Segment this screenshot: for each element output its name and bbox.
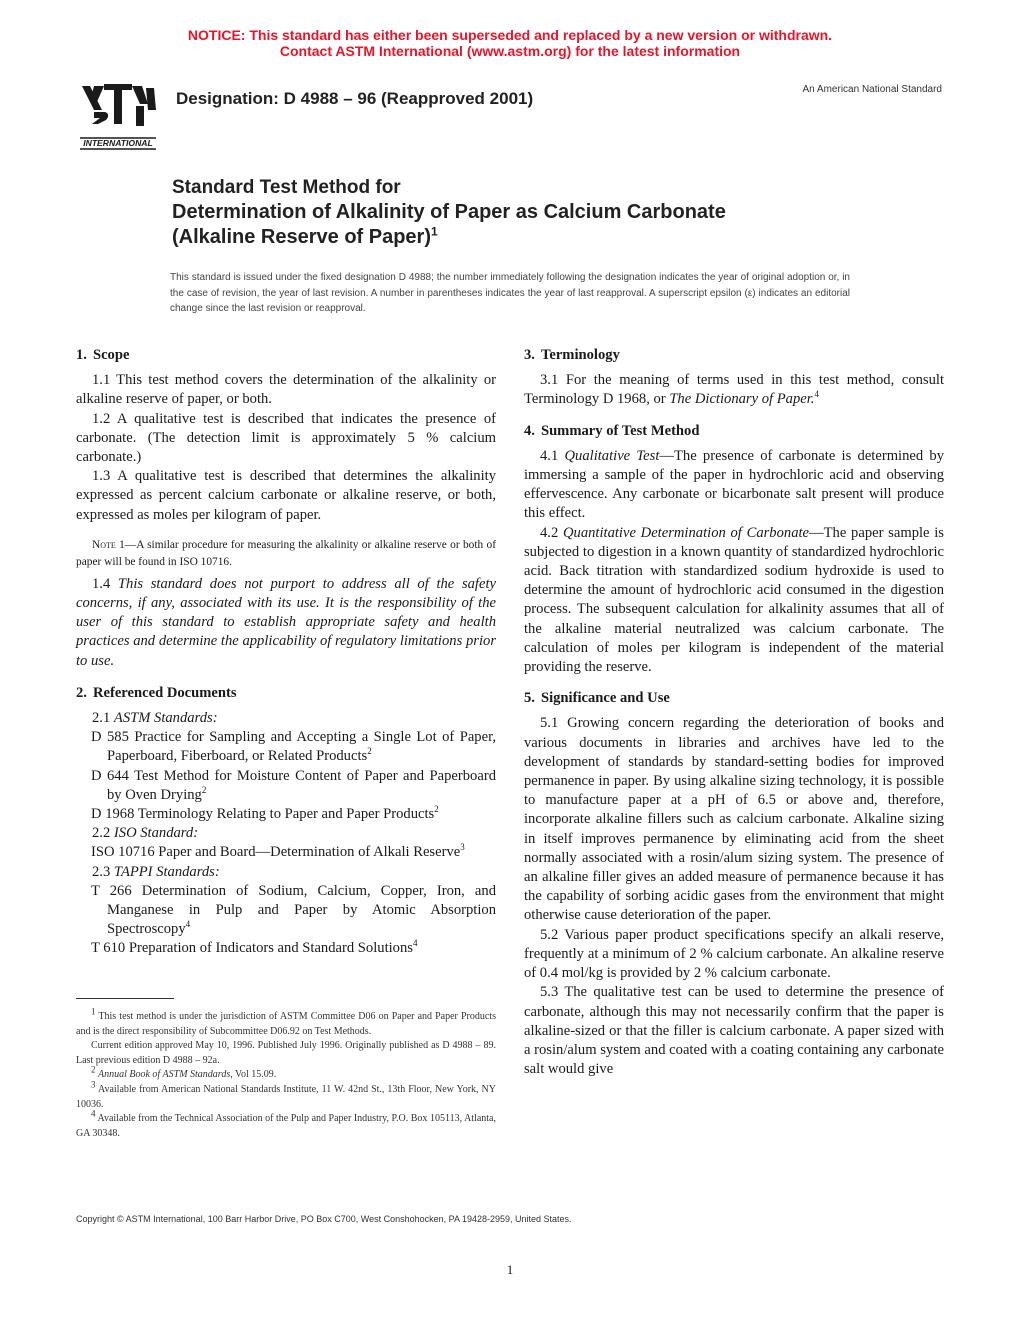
ref-t266-sup: 4 bbox=[185, 919, 191, 930]
notice-line-1: NOTICE: This standard has either been superseded and replaced by a new version or withdrawn. bbox=[187, 27, 833, 43]
section-5-title: Significance and Use bbox=[540, 690, 670, 707]
section-2-title: Referenced Documents bbox=[92, 684, 237, 701]
para-1-4 bbox=[76, 575, 496, 671]
para-5-2: 5.2 Various paper product specifications specify an alkali reserve, frequently at a minimum of 2 % calcium carbonate. An alkaline reserve of 0.4 mol/kg is provided by 2 % calcium carbonate. bbox=[524, 926, 944, 982]
supersede-notice bbox=[0, 27, 1020, 59]
para-3-1 bbox=[524, 371, 944, 409]
left-column bbox=[76, 346, 496, 959]
footnote-2-mark: 2 bbox=[91, 1065, 96, 1076]
para-5-3: 5.3 The qualitative test can be used to determine the presence of carbonate, although this may not necessarily confirm that the paper is alkaline-sized or that the filler is calcium carbonate. A paper sized with a rosin/alum system and coated with a coating containing any carbonate salt would give bbox=[524, 984, 944, 1078]
section-4-title: Summary of Test Method bbox=[540, 422, 700, 439]
designation: Designation: D 4988 – 96 (Reapproved 2001) bbox=[176, 89, 534, 108]
ref-d644-text: D 644 Test Method for Moisture Content of Paper and Paperboard by Oven Drying bbox=[91, 767, 496, 803]
footnote-1-text: This test method is under the jurisdiction of ASTM Committee D06 on Paper and Paper Products and is the direct responsibility of Subcommittee D06.92 on Test Methods. bbox=[76, 1011, 496, 1037]
footnote-4-text: Available from the Technical Association of the Pulp and Paper Industry, P.O. Box 105113, Atlanta, GA 30348. bbox=[76, 1113, 496, 1139]
para-4-1 bbox=[524, 447, 944, 524]
astm-standards-label: ASTM Standards: bbox=[113, 710, 218, 727]
ref-t610 bbox=[91, 939, 496, 958]
astm-logo-mark bbox=[74, 76, 162, 152]
title-line-3-text: (Alkaline Reserve of Paper) bbox=[172, 226, 431, 248]
section-3-heading bbox=[524, 346, 944, 365]
para-1-4-text: This standard does not purport to address all of the safety concerns, if any, associated with its use. It is the responsibility of the user of this standard to establish appropriate safety and health practices and determine the applicability of regulatory limitations prior to use. bbox=[76, 575, 496, 669]
para-2-3 bbox=[76, 863, 496, 882]
para-3-1-text: 3.1 For the meaning of terms used in this test method, consult Terminology D 1968, or bbox=[524, 372, 944, 408]
title-line-1: Standard Test Method for bbox=[172, 177, 401, 198]
para-4-1-text: —The presence of carbonate is determined by immersing a sample of the paper in hydrochloric acid and observing effervescence. Any carbonate or bicarbonate salt present will produce this effect. bbox=[524, 447, 944, 522]
section-5-heading bbox=[524, 689, 944, 708]
qualitative-test-label: Qualitative Test bbox=[564, 447, 660, 464]
logo-caption: INTERNATIONAL bbox=[83, 138, 153, 148]
section-1-number: 1. bbox=[76, 347, 87, 363]
section-3-title: Terminology bbox=[540, 347, 620, 363]
ref-d1968 bbox=[91, 805, 496, 824]
section-1-title: Scope bbox=[92, 347, 130, 363]
footnote-1-mark: 1 bbox=[91, 1006, 96, 1017]
ref-t266-text: T 266 Determination of Sodium, Calcium, Copper, Iron, and Manganese in Pulp and Paper by Atomic Absorption Spectroscopy bbox=[91, 882, 496, 938]
ref-d1968-sup: 2 bbox=[434, 804, 439, 815]
dictionary-of-paper: The Dictionary of Paper. bbox=[669, 391, 815, 408]
para-3-1-sup: 4 bbox=[814, 389, 819, 400]
american-national-standard: An American National Standard bbox=[802, 84, 942, 95]
para-1-3: 1.3 A qualitative test is described that determines the alkalinity expressed as percent calcium carbonate or alkaline reserve, or both, expressed as moles per kilogram of paper. bbox=[76, 468, 496, 523]
footnote-4 bbox=[76, 1108, 496, 1141]
right-column bbox=[524, 346, 944, 1079]
section-4-number: 4. bbox=[524, 422, 535, 439]
para-2-3-number: 2.3 bbox=[92, 863, 111, 880]
para-4-2-text: —The paper sample is subjected to digestion in a known quantity of standardized hydrochloric acid. Back titration with standardized sodium hydroxide is used to determine the amount of hydrochloric acid consumed in the digestion process. The subsequent calculation for alkalinity assumes that all of the alkaline material neutralized was calcium carbonate. The calculation of moles per kilogram is independent of the material providing the reserve. bbox=[524, 524, 944, 676]
section-3-number: 3. bbox=[524, 347, 535, 363]
tappi-standards-label: TAPPI Standards: bbox=[113, 863, 220, 880]
footnote-rule bbox=[76, 998, 174, 999]
footnote-3-mark: 3 bbox=[91, 1079, 96, 1090]
footnote-1 bbox=[76, 1006, 496, 1039]
ref-d585-sup: 2 bbox=[367, 746, 372, 757]
note-1-label: Note 1 bbox=[92, 538, 125, 551]
notice-line-2: Contact ASTM International (www.astm.org) for the latest information bbox=[279, 43, 741, 59]
ref-d1968-text: D 1968 Terminology Relating to Paper and Paper Products bbox=[91, 806, 435, 823]
para-2-1 bbox=[76, 709, 496, 728]
copyright-line: Copyright © ASTM International, 100 Barr Harbor Drive, PO Box C700, West Conshohocken, PA 19428-2959, United States. bbox=[76, 1214, 572, 1224]
para-4-2-number: 4.2 bbox=[540, 524, 559, 541]
page-number: 1 bbox=[506, 1262, 514, 1277]
ref-d585 bbox=[91, 728, 496, 766]
note-1-text: —A similar procedure for measuring the alkalinity or alkaline reserve or both of paper will be found in ISO 10716. bbox=[76, 538, 496, 568]
note-1 bbox=[76, 537, 496, 571]
para-2-2-number: 2.2 bbox=[92, 825, 111, 842]
para-2-2 bbox=[76, 824, 496, 843]
para-4-1-number: 4.1 bbox=[540, 447, 559, 464]
ref-d585-text: D 585 Practice for Sampling and Accepting a Single Lot of Paper, Paperboard, Fiberboard, or Related Products bbox=[91, 729, 496, 765]
footnote-3 bbox=[76, 1079, 497, 1112]
footnote-1b: Current edition approved May 10, 1996. Published July 1996. Originally published as D 4988 – 89. Last previous edition D 4988 – 92a. bbox=[76, 1040, 496, 1066]
footnote-2 bbox=[76, 1065, 496, 1083]
footnote-2-italic: Annual Book of ASTM Standards bbox=[98, 1069, 231, 1081]
section-1-heading bbox=[76, 346, 496, 365]
quantitative-label: Quantitative Determination of Carbonate bbox=[562, 524, 810, 541]
ref-t610-sup: 4 bbox=[412, 938, 418, 949]
footnote-3-text: Available from American National Standards Institute, 11 W. 42nd St., 13th Floor, New York, NY 10036. bbox=[76, 1083, 497, 1110]
section-5-number: 5. bbox=[524, 690, 535, 707]
title-line-2: Determination of Alkalinity of Paper as Calcium Carbonate bbox=[172, 201, 726, 223]
footnotes bbox=[76, 1006, 497, 1141]
iso-standard-label: ISO Standard: bbox=[113, 825, 199, 842]
section-2-heading bbox=[76, 684, 496, 703]
astm-logo bbox=[74, 76, 162, 152]
document-title bbox=[172, 176, 892, 250]
para-5-1: 5.1 Growing concern regarding the deterioration of books and various documents in libraries and archives have led to the development of standards by standard-setting bodies for improved permanence in paper. By using alkaline sizing technology, it is possible to manufacture paper at a pH of 6.5 or above and, therefore, incorporate alkaline fillers such as calcium carbonate. Alkaline sizing in itself improves permanence by eliminating acid from the sheet normally associated with a rosin/alum sizing system. The presence of an alkaline filler gives an added measure of permanence because it has the capability of sorbing acidic gases from the environment that might otherwise cause deterioration of the paper. bbox=[524, 715, 944, 924]
footnote-4-mark: 4 bbox=[91, 1108, 96, 1119]
ref-t610-text: T 610 Preparation of Indicators and Standard Solutions bbox=[91, 940, 413, 957]
ref-iso10716 bbox=[91, 843, 496, 862]
para-1-2: 1.2 A qualitative test is described that indicates the presence of carbonate. (The detection limit is approximately 5 % calcium carbonate.) bbox=[76, 410, 496, 466]
ref-t266 bbox=[91, 882, 496, 940]
section-4-heading bbox=[524, 422, 944, 441]
para-2-1-number: 2.1 bbox=[92, 710, 111, 727]
para-1-4-number: 1.4 bbox=[92, 575, 111, 592]
issuance-statement: This standard is issued under the fixed designation D 4988; the number immediately following the designation indicates the year of original adoption or, in the case of revision, the year of last revision. A number in parentheses indicates the year of last reapproval. A superscript epsilon (ε) indicates an editorial change since the last revision or reapproval. bbox=[170, 272, 850, 314]
ref-d644-sup: 2 bbox=[201, 785, 207, 795]
footnote-2-text: , Vol 15.09. bbox=[230, 1069, 277, 1081]
ref-d644 bbox=[91, 767, 496, 805]
section-2-number: 2. bbox=[76, 684, 87, 701]
para-4-2 bbox=[524, 524, 944, 678]
ref-iso10716-sup: 3 bbox=[460, 842, 465, 853]
para-1-1: 1.1 This test method covers the determination of the alkalinity or alkaline reserve of paper, or both. bbox=[76, 372, 496, 408]
title-line-3 bbox=[172, 225, 892, 250]
title-footnote-mark: 1 bbox=[431, 224, 438, 239]
ref-iso10716-text: ISO 10716 Paper and Board—Determination of Alkali Reserve bbox=[91, 844, 461, 861]
